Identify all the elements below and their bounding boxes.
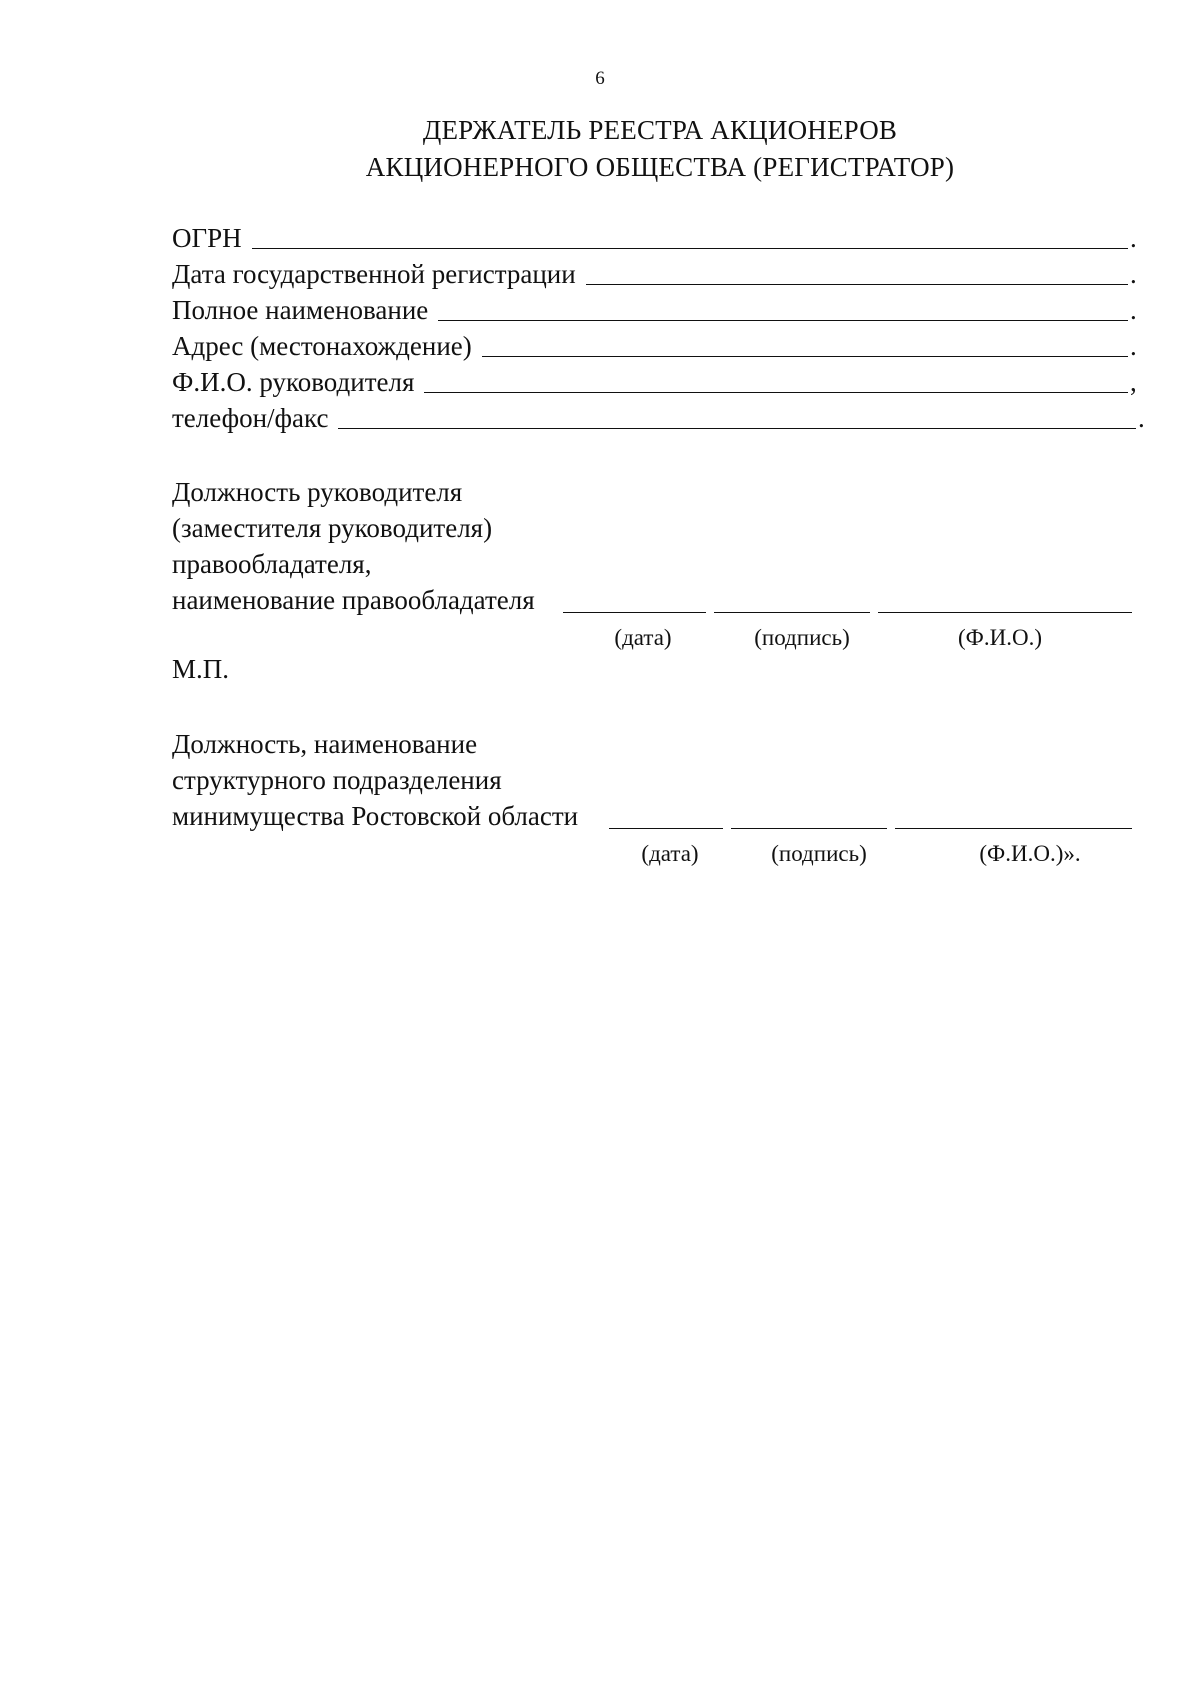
signatory-line-3: минимущества Ростовской области xyxy=(172,801,579,831)
fill-in-line[interactable] xyxy=(338,428,1136,429)
date-blank[interactable] xyxy=(563,612,706,613)
field-punctuation: , xyxy=(1130,367,1137,397)
signatory-line-3: правообладателя, xyxy=(172,549,372,579)
heading-line-1: ДЕРЖАТЕЛЬ РЕЕСТРА АКЦИОНЕРОВ xyxy=(422,115,898,145)
signatory-line-2: (заместителя руководителя) xyxy=(172,513,493,543)
name-blank[interactable] xyxy=(895,828,1132,829)
field-label: ОГРН xyxy=(172,223,242,253)
date-caption: (дата) xyxy=(641,841,699,866)
signature-blank[interactable] xyxy=(731,828,887,829)
name-blank[interactable] xyxy=(878,612,1132,613)
fill-in-line[interactable] xyxy=(438,320,1128,321)
signatory-line-2: структурного подразделения xyxy=(172,765,502,795)
field-punctuation: . xyxy=(1130,331,1137,361)
fill-in-line[interactable] xyxy=(482,356,1128,357)
field-label: телефон/факс xyxy=(172,403,329,433)
field-registration-date xyxy=(172,258,1140,291)
name-caption: (Ф.И.О.)». xyxy=(979,841,1081,866)
date-blank[interactable] xyxy=(609,828,723,829)
heading-line-2: АКЦИОНЕРНОГО ОБЩЕСТВА (РЕГИСТРАТОР) xyxy=(365,152,955,182)
field-label: Ф.И.О. руководителя xyxy=(172,367,415,397)
field-punctuation: . xyxy=(1138,403,1145,433)
signatory-line-1: Должность, наименование xyxy=(172,729,478,759)
signature-blank[interactable] xyxy=(714,612,870,613)
signature-caption: (подпись) xyxy=(754,625,850,650)
field-label: Дата государственной регистрации xyxy=(172,259,576,289)
field-full-name xyxy=(172,294,1140,327)
signature-caption: (подпись) xyxy=(771,841,867,866)
signatory-line-4: наименование правообладателя xyxy=(172,585,535,615)
field-punctuation: . xyxy=(1130,295,1137,325)
fill-in-line[interactable] xyxy=(252,248,1128,249)
field-director-name xyxy=(172,366,1140,399)
fill-in-line[interactable] xyxy=(586,284,1128,285)
field-punctuation: . xyxy=(1130,223,1137,253)
field-label: Полное наименование xyxy=(172,295,429,325)
fill-in-line[interactable] xyxy=(424,392,1128,393)
field-phone-fax xyxy=(172,402,1148,435)
page-number: 6 xyxy=(595,68,605,89)
field-address xyxy=(172,330,1140,363)
date-caption: (дата) xyxy=(614,625,672,650)
signatory-line-1: Должность руководителя xyxy=(172,477,463,507)
field-punctuation: . xyxy=(1130,259,1137,289)
field-label: Адрес (местонахождение) xyxy=(172,331,472,361)
field-ogrn xyxy=(172,222,1140,255)
name-caption: (Ф.И.О.) xyxy=(958,625,1042,650)
stamp-label: М.П. xyxy=(172,654,230,684)
